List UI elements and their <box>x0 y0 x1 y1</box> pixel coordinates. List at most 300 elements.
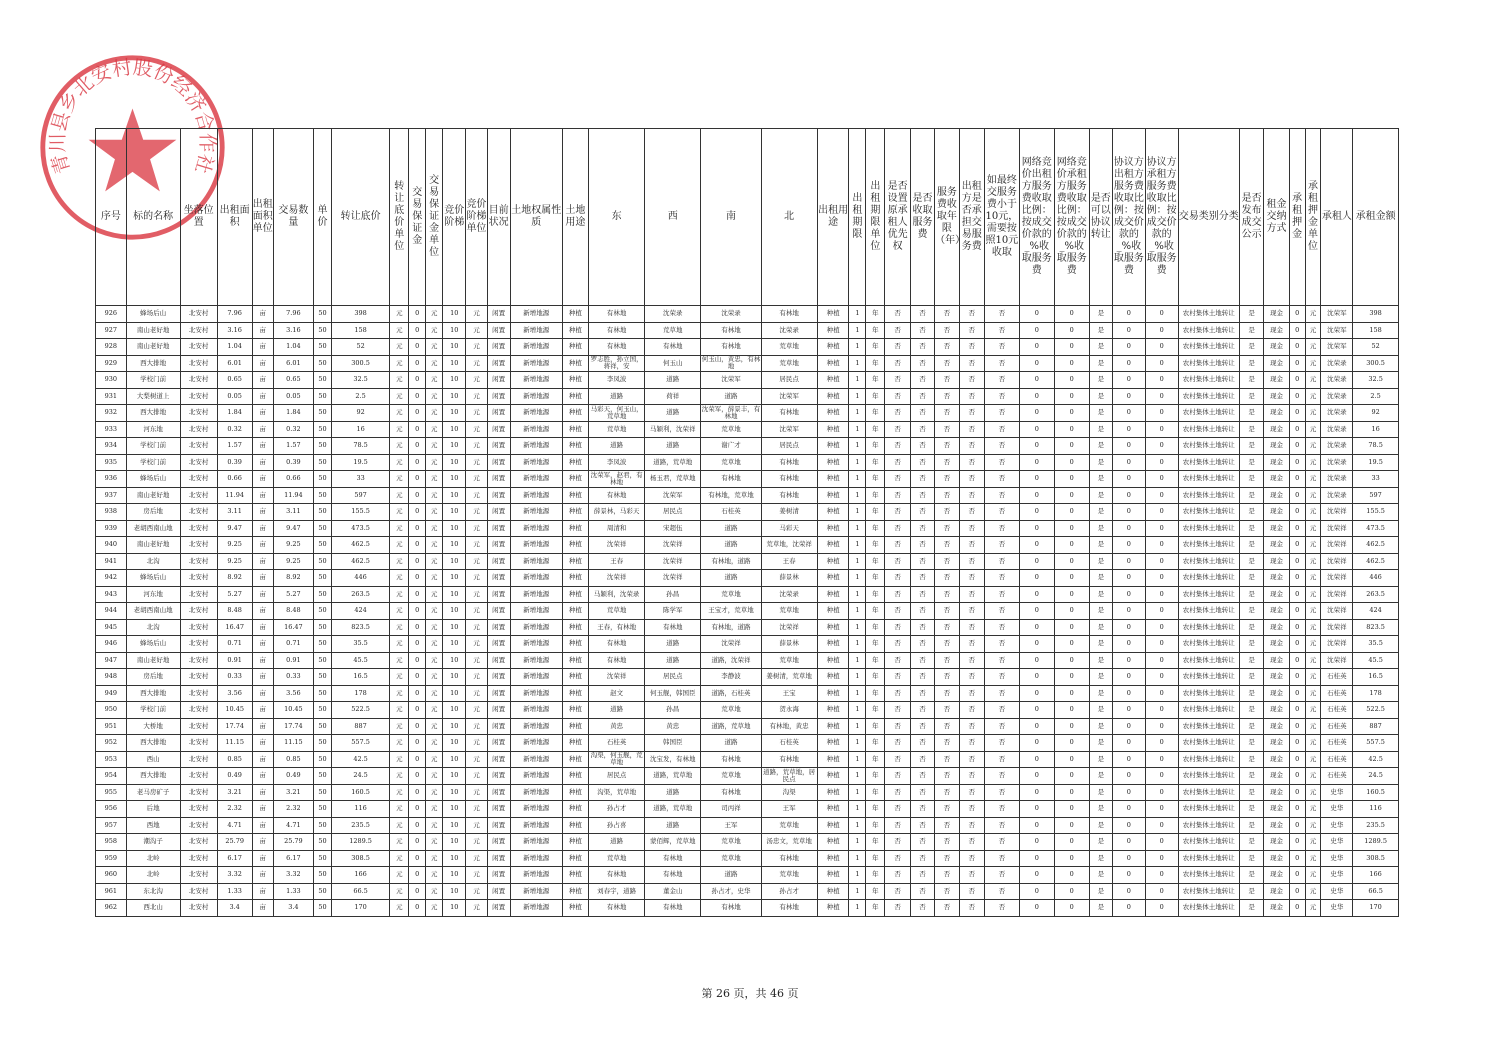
table-cell: 0 <box>1112 421 1145 438</box>
table-cell: 952 <box>96 735 127 752</box>
table-cell: 闲置 <box>487 784 510 801</box>
table-cell: 0 <box>1112 388 1145 405</box>
table-cell: 亩 <box>252 619 273 636</box>
table-cell: 50 <box>314 735 332 752</box>
table-cell: 有林地 <box>701 900 761 917</box>
table-cell: 元 <box>466 355 487 372</box>
table-cell: 农村集体土地转让 <box>1178 438 1239 455</box>
table-cell: 0 <box>1289 784 1305 801</box>
table-cell: 年 <box>866 603 885 620</box>
table-cell: 年 <box>866 883 885 900</box>
table-cell: 是 <box>1239 603 1263 620</box>
table-cell: 0 <box>1054 834 1089 851</box>
table-cell: 种植 <box>562 339 588 356</box>
table-cell: 有林地 <box>701 471 761 488</box>
table-cell: 闲置 <box>487 553 510 570</box>
table-cell: 亩 <box>252 306 273 323</box>
table-cell: 否 <box>885 487 910 504</box>
table-cell: 蜂场后山 <box>126 471 180 488</box>
table-cell: 0 <box>1112 372 1145 389</box>
table-cell: 10 <box>443 487 466 504</box>
table-cell: 种植 <box>817 834 849 851</box>
table-cell: 沈荣录 <box>761 322 817 339</box>
table-cell: 2.5 <box>1353 388 1399 405</box>
table-cell: 有林地 <box>701 339 761 356</box>
table-cell: 蜂场后山 <box>126 570 180 587</box>
table-cell: 闲置 <box>487 537 510 554</box>
table-cell: 否 <box>910 669 934 686</box>
table-cell: 有林地 <box>761 454 817 471</box>
table-row <box>96 487 1399 504</box>
table-cell: 元 <box>1305 718 1321 735</box>
table-cell: 种植 <box>562 751 588 768</box>
table-cell: 424 <box>1353 603 1399 620</box>
table-cell: 是 <box>1239 405 1263 422</box>
table-cell: 是 <box>1239 306 1263 323</box>
table-cell: 否 <box>910 883 934 900</box>
table-cell: 10 <box>443 850 466 867</box>
table-cell: 闲置 <box>487 421 510 438</box>
table-cell: 否 <box>885 438 910 455</box>
table-cell: 否 <box>885 900 910 917</box>
table-cell: 10 <box>443 504 466 521</box>
table-cell: 9.47 <box>273 520 313 537</box>
table-cell: 种植 <box>817 405 849 422</box>
table-cell: 农村集体土地转让 <box>1178 570 1239 587</box>
table-cell: 32.5 <box>1353 372 1399 389</box>
table-cell: 元 <box>390 438 409 455</box>
table-cell: 是 <box>1089 339 1112 356</box>
table-cell: 是 <box>1239 669 1263 686</box>
table-cell: 元 <box>1305 801 1321 818</box>
table-cell: 0 <box>1145 471 1178 488</box>
table-cell: 否 <box>984 867 1019 884</box>
table-cell: 否 <box>984 718 1019 735</box>
table-cell: 年 <box>866 669 885 686</box>
table-cell: 王春，有林地 <box>589 619 645 636</box>
table-cell: 年 <box>866 372 885 389</box>
table-cell: 种植 <box>562 471 588 488</box>
table-cell: 0 <box>1289 850 1305 867</box>
table-cell: 0 <box>1112 586 1145 603</box>
table-cell: 否 <box>885 735 910 752</box>
table-cell: 0 <box>1145 355 1178 372</box>
table-cell: 50 <box>314 388 332 405</box>
table-cell: 种植 <box>562 372 588 389</box>
table-cell: 10 <box>443 834 466 851</box>
table-cell: 亩 <box>252 652 273 669</box>
table-cell: 农村集体土地转让 <box>1178 355 1239 372</box>
table-cell: 沈荣录 <box>1321 372 1353 389</box>
table-cell: 951 <box>96 718 127 735</box>
table-cell: 元 <box>390 603 409 620</box>
table-cell: 闲置 <box>487 438 510 455</box>
table-cell: 闲置 <box>487 883 510 900</box>
table-cell: 年 <box>866 702 885 719</box>
table-cell: 是 <box>1239 355 1263 372</box>
table-cell: 南山老好地 <box>126 652 180 669</box>
table-cell: 薛景林 <box>761 636 817 653</box>
table-cell: 0 <box>409 553 426 570</box>
table-cell: 0 <box>1054 850 1089 867</box>
table-cell: 0.71 <box>217 636 252 653</box>
table-cell: 4.71 <box>217 817 252 834</box>
table-cell: 否 <box>885 652 910 669</box>
page-number: 第 26 页，共 46 页 <box>701 987 799 1000</box>
table-cell: 元 <box>466 702 487 719</box>
table-cell: 10 <box>443 669 466 686</box>
table-cell: 10.45 <box>217 702 252 719</box>
table-cell: 有林地 <box>701 751 761 768</box>
table-cell: 现金 <box>1264 372 1289 389</box>
table-cell: 北安村 <box>180 372 217 389</box>
table-cell: 否 <box>910 388 934 405</box>
table-cell: 936 <box>96 471 127 488</box>
table-cell: 235.5 <box>1353 817 1399 834</box>
table-cell: 25.79 <box>273 834 313 851</box>
table-cell: 亩 <box>252 421 273 438</box>
table-cell: 6.01 <box>217 355 252 372</box>
table-cell: 元 <box>426 306 443 323</box>
table-cell: 现金 <box>1264 487 1289 504</box>
table-cell: 1 <box>849 520 866 537</box>
table-cell: 荒草地 <box>701 768 761 785</box>
table-cell: 50 <box>314 586 332 603</box>
table-cell: 否 <box>959 487 984 504</box>
table-cell: 否 <box>885 784 910 801</box>
table-cell: 0 <box>1019 850 1054 867</box>
table-cell: 年 <box>866 339 885 356</box>
table-cell: 否 <box>935 751 959 768</box>
table-cell: 0 <box>409 520 426 537</box>
table-cell: 荒草地 <box>701 421 761 438</box>
table-cell: 新增地源 <box>510 306 562 323</box>
table-cell: 6.17 <box>273 850 313 867</box>
table-cell: 荒草地 <box>701 454 761 471</box>
table-cell: 姜树清 <box>761 504 817 521</box>
table-cell: 10 <box>443 355 466 372</box>
table-cell: 年 <box>866 306 885 323</box>
table-cell: 何玉山，黄忠，有林地 <box>701 355 761 371</box>
table-cell: 否 <box>910 537 934 554</box>
table-cell: 现金 <box>1264 553 1289 570</box>
table-cell: 3.4 <box>273 900 313 917</box>
table-cell: 1289.5 <box>1353 834 1399 851</box>
table-cell: 0 <box>1112 636 1145 653</box>
table-cell: 道路，石桂英 <box>701 685 761 702</box>
table-cell: 否 <box>959 883 984 900</box>
table-cell: 0 <box>1054 306 1089 323</box>
table-cell: 953 <box>96 751 127 768</box>
table-cell: 闲置 <box>487 817 510 834</box>
table-cell: 元 <box>466 306 487 323</box>
table-cell: 是 <box>1089 735 1112 752</box>
table-cell: 西大排地 <box>126 735 180 752</box>
column-header: 服务费收取年限（年） <box>935 129 959 306</box>
table-cell: 1 <box>849 553 866 570</box>
table-cell: 0 <box>1019 372 1054 389</box>
table-cell: 1.57 <box>217 438 252 455</box>
table-cell: 年 <box>866 817 885 834</box>
table-cell: 0 <box>409 388 426 405</box>
table-cell: 有林地，道路 <box>701 619 761 636</box>
table-cell: 否 <box>935 504 959 521</box>
table-cell: 有林地 <box>589 652 645 669</box>
table-cell: 有林地 <box>761 487 817 504</box>
table-cell: 否 <box>885 669 910 686</box>
table-cell: 否 <box>959 603 984 620</box>
table-cell: 种植 <box>562 306 588 323</box>
table-cell: 10 <box>443 471 466 488</box>
table-cell: 否 <box>959 306 984 323</box>
table-cell: 元 <box>390 504 409 521</box>
table-cell: 元 <box>426 388 443 405</box>
table-cell: 年 <box>866 570 885 587</box>
table-cell: 926 <box>96 306 127 323</box>
table-cell: 新增地源 <box>510 768 562 785</box>
table-cell: 年 <box>866 471 885 488</box>
table-cell: 闲置 <box>487 652 510 669</box>
table-cell: 王宝 <box>761 685 817 702</box>
table-cell: 否 <box>910 702 934 719</box>
table-cell: 元 <box>466 718 487 735</box>
table-cell: 有林地 <box>589 322 645 339</box>
table-cell: 居民点 <box>645 504 701 521</box>
table-cell: 462.5 <box>331 537 389 554</box>
table-cell: 否 <box>935 306 959 323</box>
table-cell: 种植 <box>817 421 849 438</box>
table-cell: 否 <box>959 669 984 686</box>
table-cell: 是 <box>1089 883 1112 900</box>
table-cell: 是 <box>1089 867 1112 884</box>
table-cell: 否 <box>935 883 959 900</box>
table-cell: 闲置 <box>487 751 510 768</box>
table-cell: 石桂英 <box>589 735 645 752</box>
table-cell: 新增地源 <box>510 586 562 603</box>
table-cell: 0.32 <box>217 421 252 438</box>
table-cell: 年 <box>866 751 885 768</box>
table-cell: 50 <box>314 471 332 488</box>
table-cell: 0 <box>1112 883 1145 900</box>
table-cell: 42.5 <box>331 751 389 768</box>
table-cell: 0 <box>409 685 426 702</box>
table-cell: 0 <box>1054 867 1089 884</box>
table-cell: 道路 <box>645 405 701 422</box>
table-cell: 贺永海 <box>761 702 817 719</box>
table-cell: 否 <box>984 834 1019 851</box>
table-cell: 否 <box>885 355 910 372</box>
table-cell: 0.39 <box>273 454 313 471</box>
table-cell: 元 <box>426 520 443 537</box>
table-cell: 否 <box>910 801 934 818</box>
table-cell: 0 <box>1112 900 1145 917</box>
table-cell: 沈荣祥 <box>1321 636 1353 653</box>
table-cell: 10 <box>443 817 466 834</box>
table-cell: 年 <box>866 718 885 735</box>
table-cell: 有林地 <box>645 339 701 356</box>
table-cell: 亩 <box>252 586 273 603</box>
column-header: 出租用途 <box>817 129 849 306</box>
table-cell: 北安村 <box>180 900 217 917</box>
table-cell: 种植 <box>817 603 849 620</box>
table-cell: 北安村 <box>180 487 217 504</box>
table-cell: 50 <box>314 850 332 867</box>
table-cell: 0 <box>1112 339 1145 356</box>
table-cell: 否 <box>984 900 1019 917</box>
table-cell: 农村集体土地转让 <box>1178 883 1239 900</box>
table-cell: 263.5 <box>331 586 389 603</box>
table-cell: 否 <box>984 735 1019 752</box>
table-row <box>96 768 1399 785</box>
table-cell: 否 <box>885 388 910 405</box>
table-cell: 新增地源 <box>510 487 562 504</box>
table-cell: 929 <box>96 355 127 372</box>
table-cell: 北安村 <box>180 553 217 570</box>
table-cell: 农村集体土地转让 <box>1178 537 1239 554</box>
table-cell: 1289.5 <box>331 834 389 851</box>
table-cell: 元 <box>466 817 487 834</box>
table-cell: 元 <box>390 487 409 504</box>
table-cell: 否 <box>885 471 910 488</box>
table-cell: 是 <box>1239 339 1263 356</box>
table-cell: 孙占才 <box>761 883 817 900</box>
table-cell: 否 <box>910 850 934 867</box>
table-cell: 有林地，道路 <box>701 553 761 570</box>
table-cell: 现金 <box>1264 834 1289 851</box>
table-cell: 种植 <box>817 685 849 702</box>
table-cell: 是 <box>1239 718 1263 735</box>
table-cell: 种植 <box>562 454 588 471</box>
table-cell: 0.39 <box>217 454 252 471</box>
table-cell: 16.5 <box>1353 669 1399 686</box>
table-cell: 道路 <box>701 388 761 405</box>
table-cell: 否 <box>910 520 934 537</box>
table-cell: 0 <box>1289 636 1305 653</box>
table-cell: 李静波 <box>701 669 761 686</box>
table-cell: 元 <box>466 652 487 669</box>
table-cell: 种植 <box>817 355 849 372</box>
table-cell: 155.5 <box>331 504 389 521</box>
table-cell: 孙昌 <box>645 586 701 603</box>
table-cell: 9.25 <box>273 553 313 570</box>
table-cell: 赵文 <box>589 685 645 702</box>
table-cell: 元 <box>466 471 487 488</box>
table-cell: 0 <box>1112 867 1145 884</box>
table-cell: 元 <box>426 751 443 768</box>
table-cell: 是 <box>1239 619 1263 636</box>
table-cell: 有林地 <box>761 471 817 488</box>
table-cell: 北安村 <box>180 454 217 471</box>
table-cell: 马彩天 <box>761 520 817 537</box>
table-cell: 亩 <box>252 900 273 917</box>
table-cell: 否 <box>959 751 984 768</box>
table-cell: 元 <box>1305 900 1321 917</box>
table-cell: 1 <box>849 652 866 669</box>
table-row <box>96 900 1399 917</box>
table-cell: 0 <box>1289 603 1305 620</box>
table-cell: 现金 <box>1264 900 1289 917</box>
table-cell: 否 <box>984 636 1019 653</box>
table-cell: 否 <box>885 421 910 438</box>
table-cell: 3.56 <box>217 685 252 702</box>
table-cell: 沈荣军 <box>701 372 761 389</box>
table-cell: 否 <box>885 867 910 884</box>
table-cell: 10 <box>443 388 466 405</box>
table-cell: 年 <box>866 487 885 504</box>
table-cell: 沈荣祥 <box>645 553 701 570</box>
table-cell: 50 <box>314 883 332 900</box>
table-cell: 0.71 <box>273 636 313 653</box>
table-cell: 是 <box>1239 537 1263 554</box>
column-header: 租金交纳方式 <box>1264 129 1289 306</box>
table-cell: 王军 <box>701 817 761 834</box>
table-cell: 0.85 <box>217 751 252 768</box>
table-cell: 北安村 <box>180 652 217 669</box>
table-row <box>96 702 1399 719</box>
table-cell: 否 <box>984 586 1019 603</box>
table-cell: 否 <box>935 421 959 438</box>
table-cell: 否 <box>935 339 959 356</box>
table-cell: 农村集体土地转让 <box>1178 867 1239 884</box>
table-cell: 0 <box>1019 586 1054 603</box>
table-cell: 0 <box>1112 355 1145 372</box>
table-cell: 沈荣军 <box>761 388 817 405</box>
table-cell: 0 <box>1019 801 1054 818</box>
table-cell: 0 <box>1112 405 1145 422</box>
table-cell: 元 <box>466 537 487 554</box>
table-cell: 农村集体土地转让 <box>1178 586 1239 603</box>
table-row <box>96 652 1399 669</box>
table-cell: 8.92 <box>217 570 252 587</box>
table-cell: 0 <box>1145 504 1178 521</box>
table-cell: 西山 <box>126 751 180 768</box>
table-row <box>96 751 1399 768</box>
table-cell: 现金 <box>1264 735 1289 752</box>
table-cell: 50 <box>314 718 332 735</box>
table-cell: 农村集体土地转让 <box>1178 322 1239 339</box>
table-cell: 新增地源 <box>510 603 562 620</box>
table-cell: 元 <box>1305 768 1321 785</box>
table-cell: 0 <box>1019 421 1054 438</box>
table-cell: 沟渠，何玉舰，荒草地 <box>589 751 645 768</box>
table-cell: 道路 <box>645 438 701 455</box>
table-cell: 否 <box>959 735 984 752</box>
table-cell: 0 <box>409 784 426 801</box>
table-cell: 1.04 <box>273 339 313 356</box>
table-cell: 元 <box>466 570 487 587</box>
table-cell: 0 <box>1145 669 1178 686</box>
table-cell: 沈荣录 <box>1321 421 1353 438</box>
table-cell: 否 <box>910 735 934 752</box>
table-cell: 元 <box>390 900 409 917</box>
table-cell: 元 <box>466 735 487 752</box>
table-cell: 元 <box>1305 388 1321 405</box>
table-cell: 种植 <box>817 520 849 537</box>
table-row <box>96 339 1399 356</box>
table-cell: 种植 <box>817 768 849 785</box>
column-header: 土地用途 <box>562 129 588 306</box>
table-cell: 新增地源 <box>510 652 562 669</box>
table-cell: 0.33 <box>273 669 313 686</box>
table-cell: 0 <box>1145 322 1178 339</box>
table-cell: 北安村 <box>180 801 217 818</box>
table-cell: 董金山 <box>645 883 701 900</box>
table-cell: 10 <box>443 603 466 620</box>
table-cell: 962 <box>96 900 127 917</box>
table-cell: 930 <box>96 372 127 389</box>
table-cell: 南山老好地 <box>126 339 180 356</box>
table-cell: 元 <box>390 669 409 686</box>
